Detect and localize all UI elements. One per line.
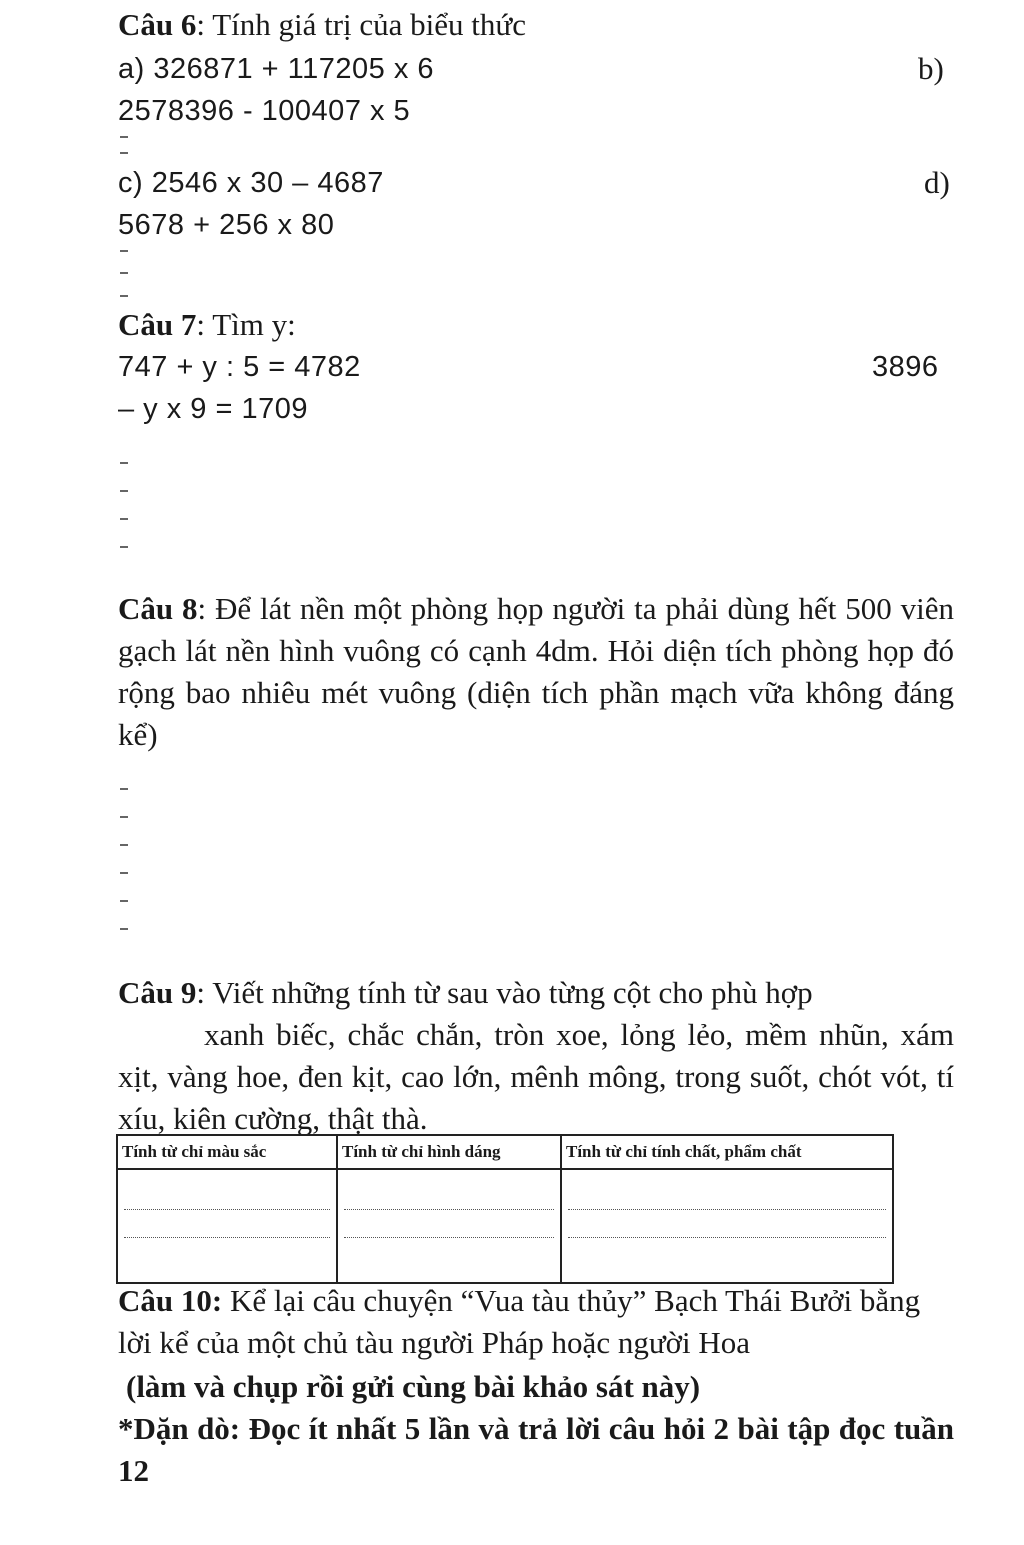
q6-d: 5678 + 256 x 80 bbox=[118, 209, 335, 241]
q7-equation-2-rest: – y x 9 = 1709 bbox=[118, 393, 308, 425]
q9-title-text: : Viết những tính từ sau vào từng cột cho phù hợp bbox=[196, 975, 813, 1010]
answer-line bbox=[120, 872, 128, 874]
q6-b-label: b) bbox=[918, 51, 944, 86]
answer-line bbox=[120, 928, 128, 930]
table-header-quality: Tính từ chỉ tính chất, phẩm chất bbox=[561, 1135, 893, 1169]
q8-text: : Để lát nền một phòng họp người ta phải dùng hết 500 viên gạch lát nền hình vuông có cạnh 4dm. Hỏi diện tích phòng họp đó rộng bao nhiêu mét vuông (diện tích phần mạch vữa không đáng kể) bbox=[118, 591, 954, 752]
table-header-shape: Tính từ chỉ hình dáng bbox=[337, 1135, 561, 1169]
dotted-line bbox=[124, 1210, 330, 1238]
answer-line bbox=[120, 546, 128, 548]
answer-line bbox=[120, 272, 128, 274]
q6-a: a) 326871 + 117205 x 6 bbox=[118, 53, 435, 85]
answer-cell-quality[interactable] bbox=[561, 1169, 893, 1283]
answer-cell-color[interactable] bbox=[117, 1169, 337, 1283]
adjective-table bbox=[116, 1134, 894, 1284]
answer-line bbox=[120, 490, 128, 492]
q10-label: Câu 10: bbox=[118, 1283, 223, 1318]
q10-paragraph bbox=[118, 1280, 954, 1364]
q9-title bbox=[118, 972, 813, 1014]
answer-line bbox=[120, 250, 128, 252]
table-header-row bbox=[117, 1135, 893, 1169]
q6-title bbox=[118, 4, 526, 46]
answer-line bbox=[120, 295, 128, 297]
answer-cell-shape[interactable] bbox=[337, 1169, 561, 1283]
q7-title-text: : Tìm y: bbox=[196, 307, 296, 342]
q10-note: (làm và chụp rồi gửi cùng bài khảo sát này) bbox=[126, 1369, 701, 1404]
q6-label: Câu 6 bbox=[118, 7, 197, 42]
table-row bbox=[117, 1169, 893, 1283]
q8-label: Câu 8 bbox=[118, 591, 198, 626]
answer-line bbox=[120, 518, 128, 520]
answer-line bbox=[120, 788, 128, 790]
dotted-line bbox=[344, 1182, 554, 1210]
q7-title bbox=[118, 304, 296, 346]
q6-d-label: d) bbox=[924, 165, 950, 200]
answer-line bbox=[120, 900, 128, 902]
q7-label: Câu 7 bbox=[118, 307, 197, 342]
q10-text: Kể lại câu chuyện “Vua tàu thủy” Bạch Thái Bưởi bằng lời kể của một chủ tàu người Pháp hoặc người Hoa bbox=[118, 1283, 921, 1360]
answer-line bbox=[120, 152, 128, 154]
answer-line bbox=[120, 462, 128, 464]
q6-title-text: : Tính giá trị của biểu thức bbox=[196, 7, 526, 42]
q8-paragraph bbox=[118, 588, 954, 756]
q7-equation-1: 747 + y : 5 = 4782 bbox=[118, 351, 361, 383]
q6-c: c) 2546 x 30 – 4687 bbox=[118, 167, 384, 199]
q9-word-list: xanh biếc, chắc chắn, tròn xoe, lỏng lẻo, mềm nhũn, xám xịt, vàng hoe, đen kịt, cao lớn, mênh mông, trong suốt, chót vót, tí xíu, kiên cường, thật thà. bbox=[118, 1017, 954, 1136]
q7-equation-2-start: 3896 bbox=[872, 351, 939, 383]
dotted-line bbox=[124, 1182, 330, 1210]
table-header-color: Tính từ chỉ màu sắc bbox=[117, 1135, 337, 1169]
answer-line bbox=[120, 816, 128, 818]
dotted-line bbox=[344, 1210, 554, 1238]
homework-reminder: *Dặn dò: Đọc ít nhất 5 lần và trả lời câu hỏi 2 bài tập đọc tuần 12 bbox=[118, 1411, 954, 1488]
dotted-line bbox=[568, 1210, 886, 1238]
dotted-line bbox=[568, 1182, 886, 1210]
answer-line bbox=[120, 136, 128, 138]
q9-label: Câu 9 bbox=[118, 975, 197, 1010]
q6-b: 2578396 - 100407 x 5 bbox=[118, 95, 411, 127]
answer-line bbox=[120, 844, 128, 846]
